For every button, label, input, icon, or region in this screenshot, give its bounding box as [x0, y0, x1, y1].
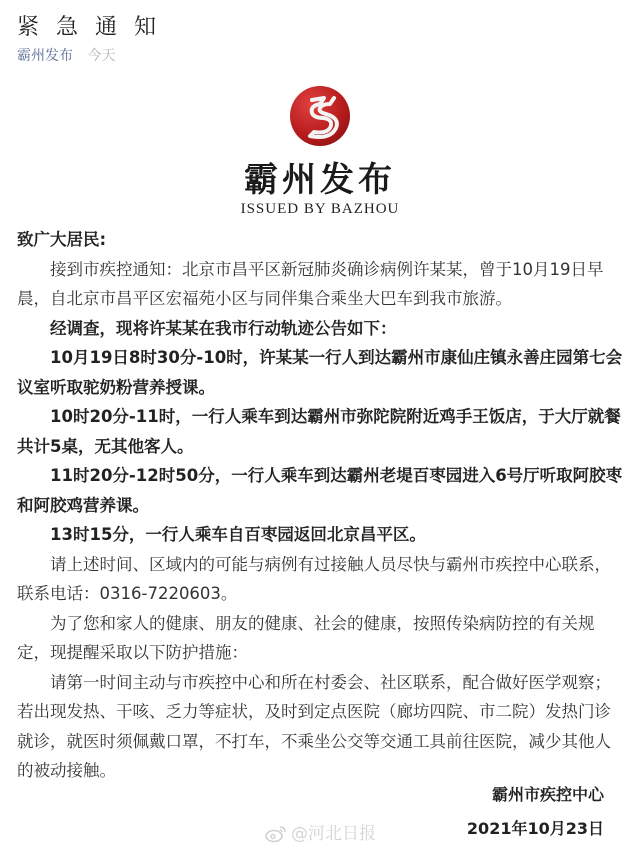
paragraph-notification: 接到市疾控通知：北京市昌平区新冠肺炎确诊病例许某某，曾于10月19日早晨，自北京市昌平区宏福苑小区与同伴集合乘坐大巴车到我市旅游。 [17, 259, 604, 308]
itinerary-item: 10月19日8时30分-10时，许某某一行人到达霸州市康仙庄镇永善庄园第七会议室听取驼奶粉营养授课。 [17, 348, 623, 397]
logo-cn-text: 霸州发布 [244, 160, 396, 200]
itinerary-item: 11时20分-12时50分，一行人乘车到达霸州老堤百枣园进入6号厅听取阿胶枣和阿胶鸡营养课。 [17, 466, 623, 515]
itinerary-item: 10时20分-11时，一行人乘车到达霸州市弥陀院附近鸡手王饭店，于大厅就餐共计5桌，无其他客人。 [17, 407, 621, 456]
weibo-icon [265, 825, 287, 843]
itinerary-item: 13时15分，一行人乘车自百枣园返回北京昌平区。 [50, 525, 426, 544]
paragraph-reminder: 为了您和家人的健康、朋友的健康、社会的健康，按照传染病防控的有关规定，现提醒采取以下防护措施： [17, 613, 595, 662]
watermark-text: @河北日报 [291, 824, 376, 844]
signature-date: 2021年10月23日 [466, 819, 604, 838]
salutation: 致广大居民: [17, 230, 107, 249]
paragraph-measures: 请第一时间主动与市疾控中心和所在村委会、社区联系，配合做好医学观察；若出现发热、干咳、乏力等症状，及时到定点医院（廊坊四院、市二院）发热门诊就诊，就医时须佩戴口罩，不打车，不乘坐公交等交通工具前往医院，减少其他人的被动接触。 [17, 672, 611, 780]
article-meta [17, 45, 115, 65]
signature-org: 霸州市疾控中心 [491, 785, 604, 804]
paragraph-contact: 请上述时间、区域内的可能与病例有过接触人员尽快与霸州市疾控中心联系，联系电话：0316-7220603。 [17, 554, 611, 603]
notice-body [17, 225, 623, 786]
logo-en-text: ISSUED BY BAZHOU [240, 201, 400, 217]
bazhou-logo-icon [290, 86, 350, 146]
author-link[interactable]: 霸州发布 [17, 48, 73, 64]
publish-date: 今天 [87, 48, 116, 64]
paragraph-investigation: 经调查，现将许某某在我市行动轨迹公告如下： [50, 318, 397, 338]
publisher-logo [0, 86, 640, 218]
watermark [265, 819, 376, 844]
article-title: 紧 急 通 知 [17, 15, 161, 40]
